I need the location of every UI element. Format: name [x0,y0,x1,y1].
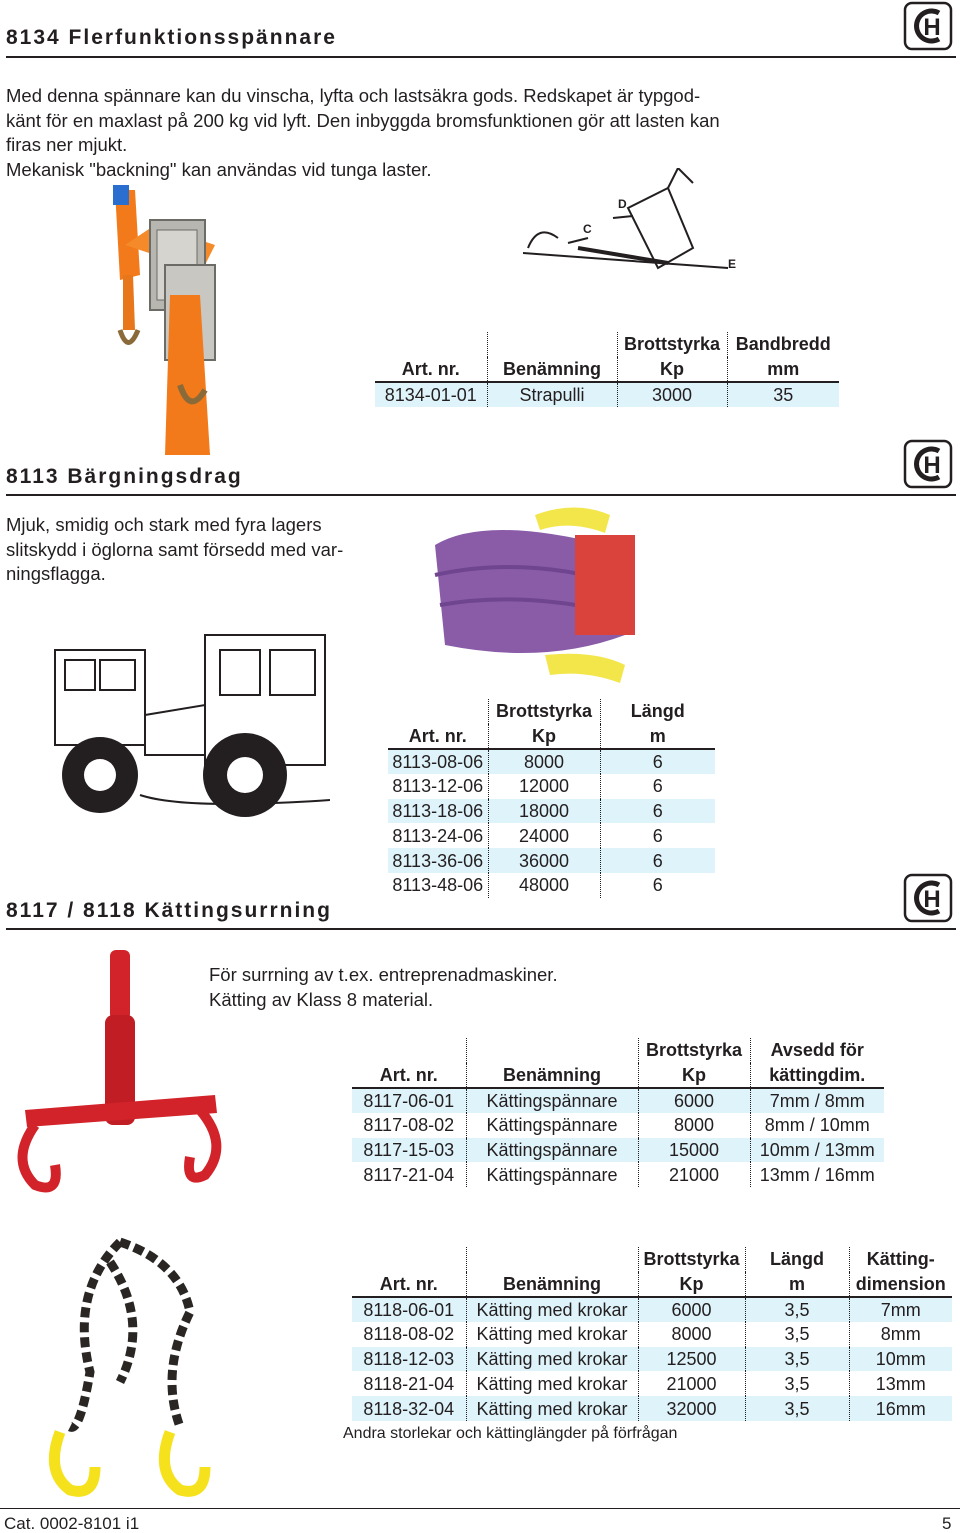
desc-line: slitskydd i öglorna samt försedd med var- [6,538,344,560]
table-cell: 13mm / 16mm [750,1162,884,1187]
table-row [352,1113,884,1138]
table-cell: Kätting med krokar [466,1347,638,1372]
table-row [352,1297,952,1322]
table-cell: 8118-21-04 [363,1373,455,1394]
table-cell: 8118-32-04 [352,1396,466,1421]
table-cell: 3,5 [745,1322,849,1347]
table-cell: 48000 [488,873,600,898]
table-cell: 8mm [849,1322,952,1347]
load-binder-image [5,945,230,1210]
desc-line: Kätting av Klass 8 material. [209,988,434,1010]
table-cell: 35 [727,382,839,407]
column-header: Kp [638,1063,750,1088]
table-cell: 18000 [488,799,600,824]
desc-line: känt för en maxlast på 200 kg vid lyft. Den inbyggda bromsfunktionen gör att lasten kan [6,109,720,131]
desc-line: Mjuk, smidig och stark med fyra lagers [6,514,322,535]
table-cell: 8113-08-06 [388,749,488,774]
table-cell: 8113-18-06 [388,799,488,824]
recovery-sling-image [425,505,645,690]
table-cell: 3,5 [745,1297,849,1322]
table-row [352,1162,884,1187]
column-header: Avsedd för [750,1038,884,1063]
table-cell: 12500 [638,1347,745,1372]
column-header: Brottstyrka [488,699,600,724]
column-header: Kp [638,1272,745,1297]
table-cell: 6000 [638,1297,745,1322]
table-cell: Kätting med krokar [466,1297,638,1322]
table-cell: 10mm / 13mm [750,1138,884,1163]
table-cell: 16mm [849,1396,952,1421]
table-cell: 7mm / 8mm [750,1088,884,1113]
table-cell: Strapulli [487,382,617,407]
operation-diagram-image [518,168,748,303]
section-title-8113: 8113 Bärgningsdrag [6,465,243,488]
table-cell: Kätting med krokar [466,1396,638,1421]
table-cell: 36000 [488,848,600,873]
column-header: mm [727,357,839,382]
column-header: Benämning [487,357,617,382]
column-header: Art. nr. [388,724,488,749]
table-cell: 8mm / 10mm [750,1113,884,1138]
ratchet-strap-image [95,185,235,455]
table-row [388,749,715,774]
table-cell: 10mm [849,1347,952,1372]
column-header: Längd [745,1247,849,1272]
section-rule [6,494,956,496]
desc-line: Med denna spännare kan du vinscha, lyfta och lastsäkra gods. Redskapet är typgod- [6,85,701,106]
table-cell: Kättingspännare [466,1088,638,1113]
table-cell: 8117-21-04 [363,1164,455,1185]
table-cell: 6 [600,873,715,898]
table-cell: Kättingspännare [466,1162,638,1187]
brand-logo-icon [903,439,953,489]
table-row [352,1138,884,1163]
logo-letter: H [923,452,941,479]
column-header: Bandbredd [727,332,839,357]
table-cell: Kätting med krokar [466,1322,638,1347]
table-cell: 13mm [849,1371,952,1396]
table-row [388,774,715,799]
table-cell: 21000 [638,1371,745,1396]
table-row [388,873,715,898]
diagram-label: E [728,257,737,271]
table-cell: 8113-48-06 [392,875,484,896]
table-cell: 8113-24-06 [392,825,484,846]
table-cell: Kättingspännare [466,1138,638,1163]
column-header: Brottstyrka [617,332,727,357]
column-header: Kätting- [849,1247,952,1272]
table-footnote: Andra storlekar och kättinglängder på förfrågan [343,1425,678,1442]
table-cell: Kättingspännare [466,1113,638,1138]
column-header: Brottstyrka [638,1038,750,1063]
column-header: Längd [600,699,715,724]
table-cell: 6 [600,848,715,873]
table-row [388,799,715,824]
table-cell: 8000 [488,749,600,774]
table-cell: 8118-12-03 [352,1347,466,1372]
table-cell: 6 [600,749,715,774]
table-cell: 8117-15-03 [352,1138,466,1163]
table-cell: 8134-01-01 [375,382,487,407]
page-number: 5 [942,1514,952,1533]
spec-table-8134 [375,332,839,407]
table-cell: 8113-12-06 [392,776,484,797]
brand-logo-icon [903,873,953,923]
column-header: Benämning [466,1063,638,1088]
column-header: Benämning [466,1272,638,1297]
column-header: m [745,1272,849,1297]
table-cell: 8118-06-01 [352,1297,466,1322]
logo-letter: H [923,886,941,913]
brand-logo-icon [903,1,953,51]
catalog-number: Cat. 0002-8101 i1 [4,1514,140,1533]
section-title-8134: 8134 Flerfunktionsspännare [6,26,337,49]
table-cell: 15000 [638,1138,750,1163]
table-cell: 3,5 [745,1396,849,1421]
desc-line: Mekanisk "backning" kan användas vid tunga laster. [6,158,432,180]
spec-table-8118 [352,1247,952,1421]
table-cell: 8118-08-02 [363,1324,455,1345]
table-row [352,1371,952,1396]
truck-illustration-image [45,625,330,823]
column-header: kättingdim. [750,1063,884,1088]
diagram-label: D [618,197,627,211]
table-row [388,848,715,873]
table-cell: 6 [600,823,715,848]
column-header: Art. nr. [352,1063,466,1088]
table-cell: 7mm [849,1297,952,1322]
table-cell: 8117-06-01 [352,1088,466,1113]
column-header: dimension [849,1272,952,1297]
diagram-label: C [583,222,592,236]
section-description-8113 [6,513,386,587]
table-cell: 8000 [638,1113,750,1138]
footer-rule [0,1508,960,1509]
chain-with-hooks-image [40,1232,265,1502]
column-header: m [600,724,715,749]
desc-line: ningsflagga. [6,563,106,584]
table-cell: 12000 [488,774,600,799]
table-row [375,382,839,407]
desc-line: För surrning av t.ex. entreprenadmaskiner. [209,964,558,985]
table-cell: 8113-36-06 [388,848,488,873]
table-row [352,1088,884,1113]
table-cell: 3000 [617,382,727,407]
table-row [388,823,715,848]
table-row [352,1396,952,1421]
column-header: Art. nr. [375,357,487,382]
table-cell: 21000 [638,1162,750,1187]
table-cell: 6 [600,774,715,799]
column-header: Art. nr. [352,1272,466,1297]
table-cell: 6 [600,799,715,824]
table-row [352,1347,952,1372]
table-cell: 8117-08-02 [363,1115,455,1136]
column-header: Kp [617,357,727,382]
table-cell: 8000 [638,1322,745,1347]
section-description-8117 [209,963,709,1012]
section-rule [6,928,956,930]
table-cell: 32000 [638,1396,745,1421]
table-row [352,1322,952,1347]
table-cell: 3,5 [745,1371,849,1396]
column-header: Kp [488,724,600,749]
section-title-8117-8118: 8117 / 8118 Kättingsurrning [6,899,332,922]
table-cell: 6000 [638,1088,750,1113]
table-cell: 24000 [488,823,600,848]
section-rule [6,56,956,58]
desc-line: firas ner mjukt. [6,134,128,155]
spec-table-8117 [352,1038,884,1187]
table-cell: Kätting med krokar [466,1371,638,1396]
column-header: Brottstyrka [638,1247,745,1272]
spec-table-8113 [388,699,715,898]
logo-letter: H [923,14,941,41]
table-cell: 3,5 [745,1347,849,1372]
